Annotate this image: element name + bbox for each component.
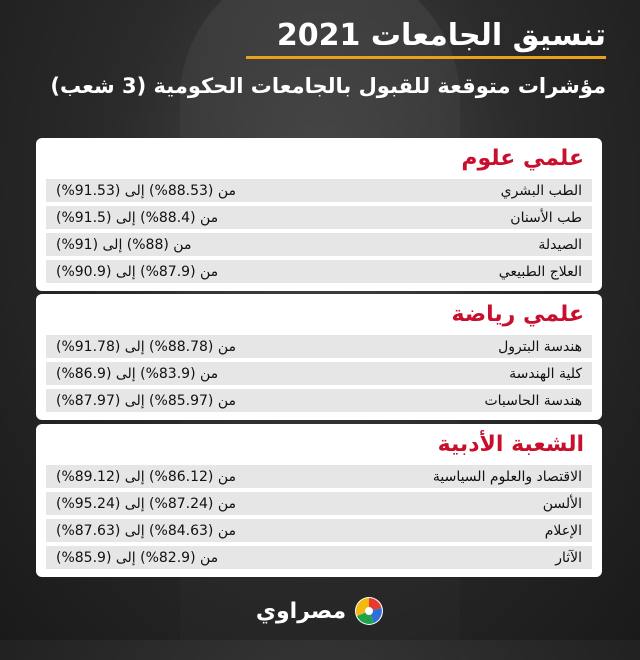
score-range: من (86.12%) إلى (89.12%) bbox=[56, 468, 236, 485]
faculty-name: الألسن bbox=[542, 495, 582, 512]
score-range: من (83.9%) إلى (86.9%) bbox=[56, 365, 219, 382]
score-range: من (88.78%) إلى (91.78%) bbox=[56, 338, 236, 355]
section-title: علمي رياضة bbox=[451, 302, 584, 327]
table-row bbox=[46, 546, 592, 569]
score-range: من (85.97%) إلى (87.97%) bbox=[56, 392, 236, 409]
faculty-name: العلاج الطبيعي bbox=[498, 263, 582, 280]
table-row bbox=[46, 335, 592, 358]
faculty-name: الطب البشري bbox=[500, 182, 582, 199]
faculty-name: كلية الهندسة bbox=[509, 365, 582, 382]
score-range: من (84.63%) إلى (87.63%) bbox=[56, 522, 236, 539]
table-row bbox=[46, 492, 592, 515]
score-range: من (87.24%) إلى (95.24%) bbox=[56, 495, 236, 512]
masrawy-logo-icon bbox=[354, 596, 384, 626]
table-row bbox=[46, 362, 592, 385]
faculty-name: الصيدلة bbox=[538, 236, 582, 253]
score-range: من (88.53%) إلى (91.53%) bbox=[56, 182, 236, 199]
title-underline bbox=[246, 56, 606, 59]
faculty-name: الإعلام bbox=[544, 522, 582, 539]
section-title: علمي علوم bbox=[461, 146, 584, 171]
table-row bbox=[46, 465, 592, 488]
score-range: من (87.9%) إلى (90.9%) bbox=[56, 263, 219, 280]
faculty-name: الاقتصاد والعلوم السياسية bbox=[432, 468, 582, 485]
table-row bbox=[46, 519, 592, 542]
faculty-name: هندسة البترول bbox=[498, 338, 582, 355]
page-title: تنسيق الجامعات 2021 bbox=[276, 18, 606, 53]
score-range: من (88.4%) إلى (91.5%) bbox=[56, 209, 219, 226]
faculty-name: هندسة الحاسبات bbox=[484, 392, 582, 409]
table-row bbox=[46, 233, 592, 256]
table-row bbox=[46, 179, 592, 202]
brand-logo bbox=[0, 596, 640, 626]
table-row bbox=[46, 389, 592, 412]
table-row bbox=[46, 260, 592, 283]
faculty-name: طب الأسنان bbox=[510, 209, 582, 226]
faculty-name: الآثار bbox=[555, 549, 582, 566]
section-card-science bbox=[36, 138, 602, 291]
brand-name: مصراوي bbox=[255, 598, 347, 624]
section-card-literary bbox=[36, 424, 602, 577]
table-row bbox=[46, 206, 592, 229]
score-range: من (88%) إلى (91%) bbox=[56, 236, 192, 253]
section-title: الشعبة الأدبية bbox=[437, 432, 584, 457]
score-range: من (82.9%) إلى (85.9%) bbox=[56, 549, 219, 566]
section-card-math bbox=[36, 294, 602, 420]
page-subtitle: مؤشرات متوقعة للقبول بالجامعات الحكومية (3 شعب) bbox=[50, 74, 606, 98]
